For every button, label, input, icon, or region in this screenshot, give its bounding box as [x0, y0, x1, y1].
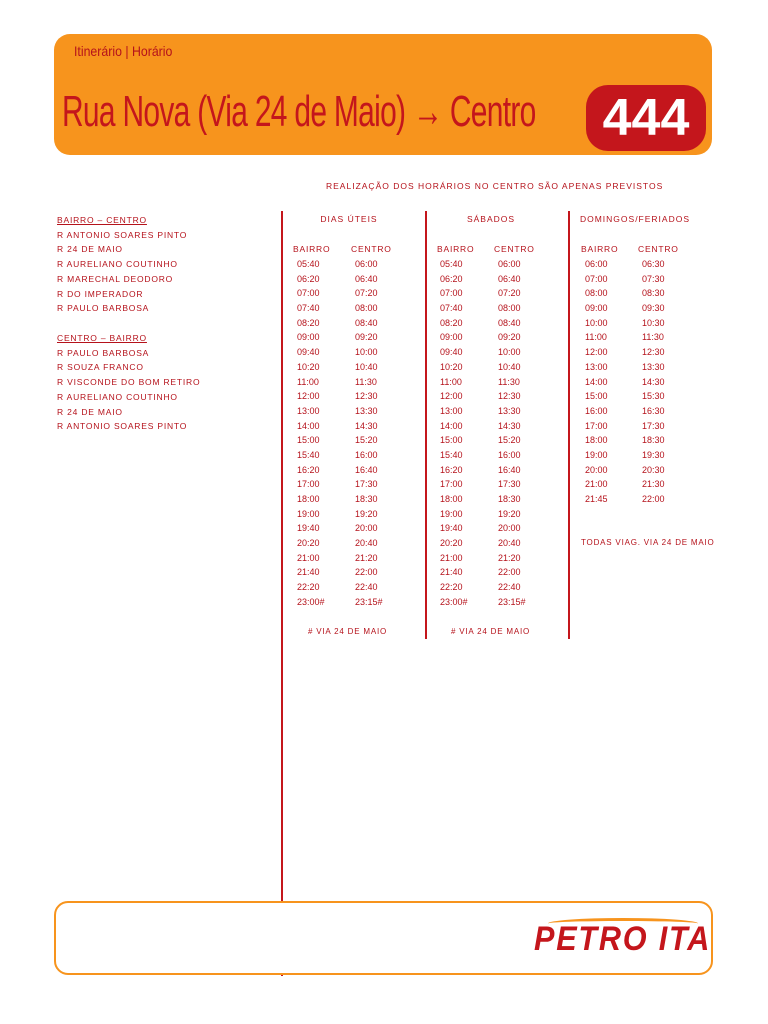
- time-cell: 18:30: [355, 494, 378, 504]
- time-cell: 15:00: [297, 435, 320, 446]
- time-cell: 15:30: [642, 391, 665, 402]
- time-cell: 10:20: [440, 361, 463, 372]
- route-stop: R AURELIANO COUTINHO: [57, 259, 178, 270]
- time-cell: 19:00: [440, 508, 463, 519]
- time-cell: 21:20: [355, 552, 378, 563]
- route-stop: R 24 DE MAIO: [57, 244, 123, 255]
- time-cell: 06:40: [355, 273, 378, 284]
- time-cell: 18:00: [440, 494, 463, 504]
- time-cell: 21:00: [297, 552, 320, 563]
- time-cell: 08:00: [585, 288, 608, 299]
- time-cell: 19:40: [440, 523, 463, 534]
- weekdays-note: # VIA 24 DE MAIO: [308, 627, 388, 636]
- time-cell: 08:30: [642, 288, 665, 299]
- time-cell: 22:40: [498, 582, 521, 593]
- time-cell: 20:40: [498, 538, 521, 549]
- time-cell: 11:30: [642, 332, 664, 343]
- saturdays-heading: SÁBADOS: [466, 214, 516, 224]
- time-cell: 14:30: [355, 420, 378, 431]
- time-cell: 06:20: [440, 273, 463, 284]
- time-cell: 06:20: [297, 273, 320, 284]
- route-stop: R PAULO BARBOSA: [57, 303, 150, 314]
- time-cell: 07:00: [297, 288, 320, 299]
- time-cell: 09:40: [297, 347, 320, 358]
- time-cell: 15:20: [355, 435, 378, 446]
- sundays-centro-times: [642, 257, 665, 507]
- time-cell: 15:40: [440, 449, 463, 460]
- time-cell: 13:00: [297, 405, 320, 416]
- time-cell: 06:40: [498, 273, 521, 284]
- outbound-heading: BAIRRO – CENTRO: [57, 215, 147, 225]
- time-cell: 16:30: [642, 405, 665, 416]
- column-divider: [568, 211, 570, 639]
- time-cell: 05:40: [440, 259, 463, 269]
- time-cell: 07:00: [440, 288, 463, 299]
- time-cell: 09:00: [297, 332, 320, 343]
- time-cell: 16:00: [355, 449, 378, 460]
- time-cell: 20:20: [297, 538, 320, 549]
- time-cell: 11:00: [440, 376, 462, 387]
- time-cell: 23:15#: [355, 596, 383, 607]
- time-cell: 21:45: [585, 494, 608, 504]
- sundays-heading: DOMINGOS/FERIADOS: [579, 214, 691, 224]
- route-stop: R 24 DE MAIO: [57, 406, 123, 417]
- time-cell: 17:00: [585, 420, 608, 431]
- time-cell: 06:00: [355, 259, 378, 269]
- time-cell: 19:30: [642, 449, 665, 460]
- sundays-bairro-label: BAIRRO: [581, 244, 619, 254]
- time-cell: 14:00: [297, 420, 320, 431]
- weekdays-heading: DIAS ÚTEIS: [320, 214, 378, 224]
- time-cell: 22:00: [642, 494, 665, 504]
- time-cell: 20:40: [355, 538, 378, 549]
- time-cell: 06:00: [585, 259, 608, 269]
- header-banner: [54, 34, 712, 155]
- time-cell: 12:00: [585, 347, 608, 358]
- time-cell: 19:20: [355, 508, 378, 519]
- time-cell: 20:20: [440, 538, 463, 549]
- weekdays-bairro-times: [297, 257, 325, 610]
- column-divider: [425, 211, 427, 639]
- time-cell: 17:00: [440, 479, 463, 490]
- time-cell: 07:20: [355, 288, 378, 299]
- time-cell: 08:20: [440, 317, 463, 328]
- time-cell: 11:00: [585, 332, 607, 343]
- route-stop: R VISCONDE DO BOM RETIRO: [57, 377, 201, 388]
- time-cell: 07:20: [498, 288, 521, 299]
- time-cell: 20:00: [355, 523, 378, 534]
- time-cell: 15:40: [297, 449, 320, 460]
- time-cell: 13:30: [355, 405, 378, 416]
- saturdays-note: # VIA 24 DE MAIO: [451, 627, 531, 636]
- time-cell: 07:30: [642, 273, 665, 284]
- time-cell: 14:30: [498, 420, 521, 431]
- time-cell: 18:00: [297, 494, 320, 504]
- weekdays-centro-times: [355, 257, 383, 610]
- weekdays-bairro-label: BAIRRO: [293, 244, 331, 254]
- saturdays-bairro-times: [440, 257, 468, 610]
- time-cell: 19:00: [585, 449, 608, 460]
- inbound-route: [57, 331, 200, 434]
- time-cell: 16:40: [355, 464, 378, 475]
- company-logo: [534, 918, 712, 962]
- time-cell: 14:30: [642, 376, 665, 387]
- time-cell: 23:00#: [440, 596, 468, 607]
- time-cell: 13:00: [585, 361, 608, 372]
- time-cell: 21:30: [642, 479, 665, 490]
- time-cell: 18:30: [642, 435, 665, 446]
- time-cell: 18:30: [498, 494, 521, 504]
- time-cell: 05:40: [297, 259, 320, 269]
- time-cell: 20:30: [642, 464, 665, 475]
- time-cell: 20:00: [585, 464, 608, 475]
- time-cell: 10:00: [498, 347, 521, 358]
- time-cell: 17:00: [297, 479, 320, 490]
- time-cell: 13:30: [642, 361, 665, 372]
- time-cell: 22:00: [355, 567, 378, 578]
- time-cell: 18:00: [585, 435, 608, 446]
- time-cell: 10:00: [585, 317, 608, 328]
- time-cell: 06:30: [642, 259, 665, 269]
- time-cell: 09:20: [498, 332, 521, 343]
- outbound-route: [57, 213, 187, 316]
- time-cell: 12:30: [642, 347, 665, 358]
- time-cell: 10:40: [498, 361, 521, 372]
- sundays-bairro-times: [585, 257, 608, 507]
- time-cell: 14:00: [440, 420, 463, 431]
- time-cell: 16:20: [440, 464, 463, 475]
- time-cell: 12:30: [498, 391, 521, 402]
- route-stop: R SOUZA FRANCO: [57, 362, 144, 373]
- time-cell: 12:00: [297, 391, 320, 402]
- time-cell: 17:30: [498, 479, 521, 490]
- time-cell: 13:30: [498, 405, 521, 416]
- time-cell: 10:00: [355, 347, 378, 358]
- time-cell: 22:20: [297, 582, 320, 593]
- route-stop: R AURELIANO COUTINHO: [57, 391, 178, 402]
- time-cell: 16:40: [498, 464, 521, 475]
- time-cell: 16:20: [297, 464, 320, 475]
- route-stop: R MARECHAL DEODORO: [57, 273, 174, 284]
- route-stop: R ANTONIO SOARES PINTO: [57, 229, 188, 240]
- column-divider: [281, 211, 283, 976]
- time-cell: 22:20: [440, 582, 463, 593]
- time-cell: 20:00: [498, 523, 521, 534]
- sundays-centro-label: CENTRO: [638, 244, 679, 254]
- time-cell: 21:40: [440, 567, 463, 578]
- time-cell: 15:00: [585, 391, 608, 402]
- time-cell: 22:00: [498, 567, 521, 578]
- time-cell: 07:40: [297, 303, 320, 314]
- time-cell: 15:00: [440, 435, 463, 446]
- time-cell: 15:20: [498, 435, 521, 446]
- time-cell: 07:00: [585, 273, 608, 284]
- schedule-notice: REALIZAÇÃO DOS HORÁRIOS NO CENTRO SÃO APENAS PREVISTOS: [326, 181, 664, 191]
- time-cell: 19:40: [297, 523, 320, 534]
- time-cell: 09:40: [440, 347, 463, 358]
- time-cell: 08:40: [498, 317, 521, 328]
- time-cell: 19:20: [498, 508, 521, 519]
- sundays-note: TODAS VIAG. VIA 24 DE MAIO: [581, 538, 715, 547]
- time-cell: 08:40: [355, 317, 378, 328]
- time-cell: 13:00: [440, 405, 463, 416]
- time-cell: 21:40: [297, 567, 320, 578]
- time-cell: 11:30: [355, 376, 377, 387]
- time-cell: 07:40: [440, 303, 463, 314]
- time-cell: 12:30: [355, 391, 378, 402]
- logo-text: PETRO ITA: [534, 920, 712, 958]
- time-cell: 09:30: [642, 303, 665, 314]
- time-cell: 11:30: [498, 376, 520, 387]
- time-cell: 17:30: [642, 420, 665, 431]
- time-cell: 23:15#: [498, 596, 526, 607]
- time-cell: 19:00: [297, 508, 320, 519]
- time-cell: 06:00: [498, 259, 521, 269]
- route-stop: R PAULO BARBOSA: [57, 347, 150, 358]
- line-number: 444: [602, 89, 690, 147]
- time-cell: 08:20: [297, 317, 320, 328]
- time-cell: 16:00: [585, 405, 608, 416]
- time-cell: 16:00: [498, 449, 521, 460]
- time-cell: 08:00: [498, 303, 521, 314]
- route-stop: R ANTONIO SOARES PINTO: [57, 421, 188, 432]
- time-cell: 22:40: [355, 582, 378, 593]
- saturdays-centro-times: [498, 257, 526, 610]
- time-cell: 10:20: [297, 361, 320, 372]
- time-cell: 14:00: [585, 376, 608, 387]
- saturdays-centro-label: CENTRO: [494, 244, 535, 254]
- time-cell: 12:00: [440, 391, 463, 402]
- weekdays-centro-label: CENTRO: [351, 244, 392, 254]
- time-cell: 17:30: [355, 479, 378, 490]
- route-stop: R DO IMPERADOR: [57, 288, 144, 299]
- time-cell: 23:00#: [297, 596, 325, 607]
- time-cell: 11:00: [297, 376, 319, 387]
- time-cell: 10:40: [355, 361, 378, 372]
- inbound-heading: CENTRO – BAIRRO: [57, 333, 147, 343]
- time-cell: 21:00: [585, 479, 608, 490]
- line-number-badge: [586, 85, 706, 151]
- time-cell: 09:00: [585, 303, 608, 314]
- time-cell: 08:00: [355, 303, 378, 314]
- saturdays-bairro-label: BAIRRO: [437, 244, 475, 254]
- time-cell: 21:20: [498, 552, 521, 563]
- time-cell: 10:30: [642, 317, 665, 328]
- time-cell: 09:00: [440, 332, 463, 343]
- header-subtitle: Itinerário | Horário: [74, 43, 173, 59]
- route-title: Rua Nova (Via 24 de Maio) → Centro: [62, 87, 536, 136]
- time-cell: 21:00: [440, 552, 463, 563]
- time-cell: 09:20: [355, 332, 378, 343]
